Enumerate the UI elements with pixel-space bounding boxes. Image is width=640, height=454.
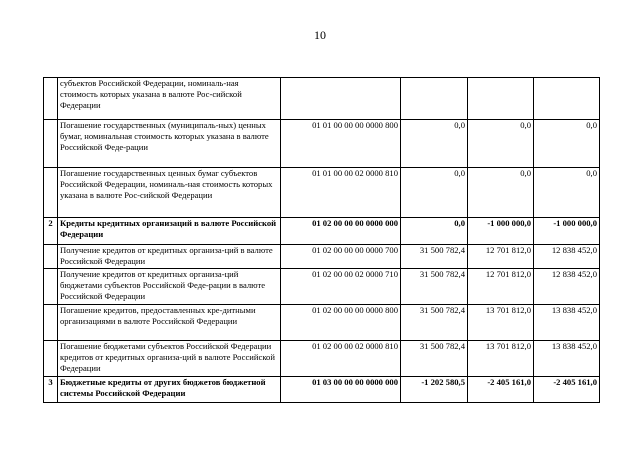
row-value-3: 12 838 452,0: [534, 245, 600, 269]
row-code: 01 01 00 00 00 0000 800: [281, 120, 401, 168]
table-row: [44, 377, 600, 403]
row-value-1: 0,0: [401, 120, 468, 168]
row-value-1: [401, 78, 468, 120]
row-value-2: 12 701 812,0: [468, 245, 534, 269]
row-name: Погашение государственных (муниципаль-ных) ценных бумаг, номинальная стоимость которых указана в валюте Российской Феде-рации: [58, 120, 281, 168]
row-value-1: 31 500 782,4: [401, 269, 468, 305]
row-name: Получение кредитов от кредитных организа-ций в валюте Российской Федерации: [58, 245, 281, 269]
row-number: [44, 168, 58, 218]
page-number: 10: [314, 28, 326, 42]
table-row: [44, 245, 600, 269]
budget-sources-table: [43, 77, 600, 403]
row-value-2: -1 000 000,0: [468, 218, 534, 245]
row-name: Погашение бюджетами субъектов Российской Федерации кредитов от кредитных организа-ций в валюте Российской Федерации: [58, 341, 281, 377]
row-code: 01 02 00 00 00 0000 700: [281, 245, 401, 269]
row-value-3: 13 838 452,0: [534, 305, 600, 341]
row-name: Погашение кредитов, предоставленных кре-дитными организациями в валюте Российской Федерации: [58, 305, 281, 341]
row-value-2: 0,0: [468, 168, 534, 218]
row-value-1: 31 500 782,4: [401, 305, 468, 341]
row-value-1: -1 202 580,5: [401, 377, 468, 403]
row-code: 01 02 00 00 02 0000 810: [281, 341, 401, 377]
row-number: [44, 341, 58, 377]
row-code: 01 01 00 00 02 0000 810: [281, 168, 401, 218]
row-code: 01 03 00 00 00 0000 000: [281, 377, 401, 403]
row-name: Кредиты кредитных организаций в валюте Российской Федерации: [58, 218, 281, 245]
row-number: [44, 245, 58, 269]
row-number: [44, 78, 58, 120]
row-value-2: -2 405 161,0: [468, 377, 534, 403]
table-row: [44, 218, 600, 245]
row-value-2: 12 701 812,0: [468, 269, 534, 305]
row-value-2: 13 701 812,0: [468, 341, 534, 377]
row-value-1: 31 500 782,4: [401, 245, 468, 269]
row-value-3: [534, 78, 600, 120]
row-name: субъектов Российской Федерации, номиналь-ная стоимость которых указана в валюте Рос-сийской Федерации: [58, 78, 281, 120]
row-code: [281, 78, 401, 120]
row-code: 01 02 00 00 00 0000 000: [281, 218, 401, 245]
table-row: [44, 120, 600, 168]
row-value-3: -1 000 000,0: [534, 218, 600, 245]
row-value-3: 0,0: [534, 168, 600, 218]
row-name: Погашение государственных ценных бумаг субъектов Российской Федерации, номиналь-ная стоимость которых указана в валюте Рос-сийской Федерации: [58, 168, 281, 218]
row-value-2: [468, 78, 534, 120]
row-code: 01 02 00 00 00 0000 800: [281, 305, 401, 341]
row-value-2: 0,0: [468, 120, 534, 168]
row-code: 01 02 00 00 02 0000 710: [281, 269, 401, 305]
row-number: 2: [44, 218, 58, 245]
row-value-1: 31 500 782,4: [401, 341, 468, 377]
row-value-3: 0,0: [534, 120, 600, 168]
table-row: [44, 341, 600, 377]
row-number: [44, 305, 58, 341]
row-value-1: 0,0: [401, 168, 468, 218]
row-value-3: 12 838 452,0: [534, 269, 600, 305]
row-value-3: -2 405 161,0: [534, 377, 600, 403]
row-value-2: 13 701 812,0: [468, 305, 534, 341]
row-name: Получение кредитов от кредитных организа-ций бюджетами субъектов Российской Феде-рации в валюте Российской Федерации: [58, 269, 281, 305]
table-row: [44, 168, 600, 218]
row-number: [44, 120, 58, 168]
row-value-1: 0,0: [401, 218, 468, 245]
table-row: [44, 305, 600, 341]
row-name: Бюджетные кредиты от других бюджетов бюджетной системы Российской Федерации: [58, 377, 281, 403]
table-row: [44, 269, 600, 305]
table-row: [44, 78, 600, 120]
row-number: [44, 269, 58, 305]
row-value-3: 13 838 452,0: [534, 341, 600, 377]
row-number: 3: [44, 377, 58, 403]
